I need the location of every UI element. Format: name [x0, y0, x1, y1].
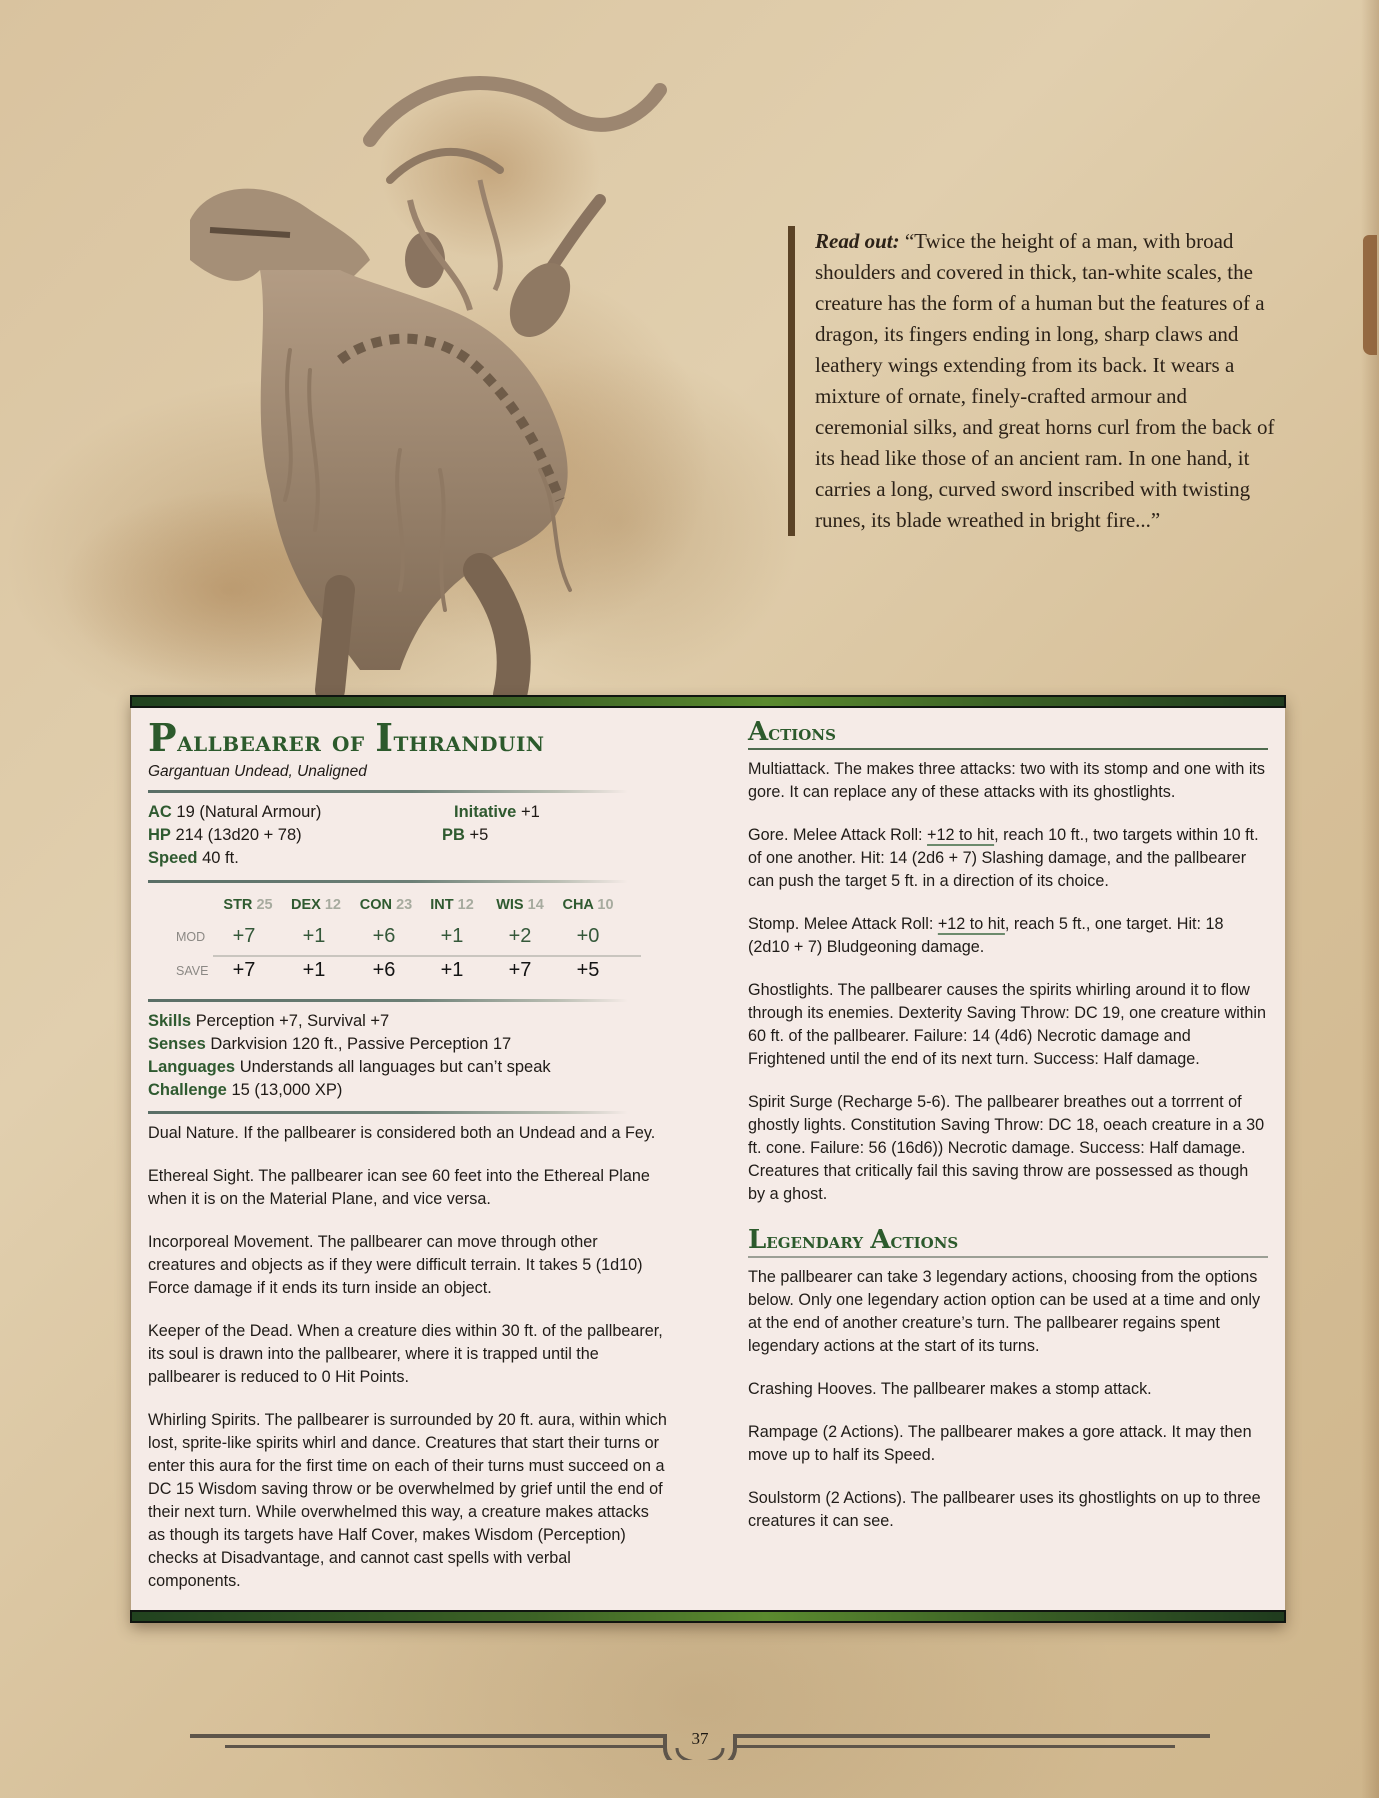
action-spirit-surge: Spirit Surge (Recharge 5-6). The pallbearer breathes out a torrrent of ghostly lights. Constitution Saving Throw: DC 18, oeach creature in a 30 ft. cone. Failure: 56 (16d6)) Necrotic damage. Success: Half damage. Creatures that critically fail this saving throw are possessed as though by a ghost.	[748, 1093, 1265, 1203]
creature-illustration	[40, 30, 760, 700]
ability-header-row	[148, 897, 668, 923]
action-ghostlights: Ghostlights. The pallbearer causes the spirits whirling around it to flow through its enemies. Dexterity Saving Throw: DC 19, one creature within 60 ft. of the pallbearer. Failure: 14 (4d6) Necrotic damage and Frightened until the end of its next turn. Success: Half damage.	[748, 981, 1266, 1068]
int-save: +1	[440, 959, 464, 981]
ability-wis: WIS 14	[496, 897, 544, 913]
dex-mod: +1	[302, 925, 326, 947]
stat-block-top-bar	[130, 695, 1286, 708]
wis-save: +7	[508, 959, 532, 981]
ability-str: STR 25	[223, 897, 273, 913]
ability-row-divider	[213, 955, 641, 957]
int-mod: +1	[440, 925, 464, 947]
save-label: SAVE	[176, 964, 209, 978]
action-multiattack: Multiattack. The makes three attacks: two with its stomp and one with its gore. It can replace any of these attacks with its ghostlights.	[748, 760, 1266, 801]
cha-mod: +0	[576, 925, 600, 947]
trait-incorporeal-movement: Incorporeal Movement. The pallbearer can move through other creatures and objects as if they were difficult terrain. It takes 5 (1d10) Force damage if it ends its turn inside an object.	[148, 1233, 643, 1297]
trait-whirling-spirits: Whirling Spirits. The pallbearer is surrounded by 20 ft. aura, within which lost, sprite-like spirits whirl and dance. Creatures that start their turns or enter this aura for the first time on each of their turns must succeed on a DC 15 Wisdom saving throw or be overwhelmed by grief until the end of their next turn. While overwhelmed this way, a creature makes attacks as though its targets have Half Cover, makes Wisdom (Perception) checks at Disadvantage, and cannot cast spells with verbal components.	[148, 1411, 667, 1590]
challenge: Challenge 15 (13,000 XP)	[148, 1081, 343, 1099]
str-mod: +7	[232, 925, 256, 947]
trait-keeper-of-the-dead: Keeper of the Dead. When a creature dies within 30 ft. of the pallbearer, its soul is drawn into the pallbearer, where it is trapped until the pallbearer is reduced to 0 Hit Points.	[148, 1322, 663, 1386]
divider	[148, 1111, 628, 1114]
ability-con: CON 23	[359, 897, 413, 913]
page-edge-stain	[1363, 235, 1377, 355]
proficiency-bonus: PB +5	[442, 826, 489, 844]
stat-block	[131, 696, 1285, 1622]
con-mod: +6	[372, 925, 396, 947]
stomp-to-hit: +12 to hit	[937, 915, 1005, 933]
read-out-label: Read out:	[815, 229, 900, 253]
wis-mod: +2	[508, 925, 532, 947]
cha-save: +5	[576, 959, 600, 981]
monster-type: Gargantuan Undead, Unaligned	[148, 763, 367, 780]
action-gore: Gore. Melee Attack Roll: +12 to hit, reach 10 ft., two targets within 10 ft. of one another. Hit: 14 (2d6 + 7) Slashing damage, and the pallbearer can push the target 5 ft. in a direction of its choice.	[748, 826, 1259, 890]
skills: Skills Perception +7, Survival +7	[148, 1012, 390, 1030]
languages: Languages Understands all languages but can’t speak	[148, 1058, 551, 1076]
divider	[148, 880, 628, 883]
ability-scores-table	[148, 891, 668, 993]
trait-ethereal-sight: Ethereal Sight. The pallbearer ican see 60 feet into the Ethereal Plane when it is on the Material Plane, and vice versa.	[148, 1167, 650, 1208]
stat-block-left-column	[148, 715, 668, 1613]
legendary-soulstorm: Soulstorm (2 Actions). The pallbearer uses its ghostlights on up to three creatures it can see.	[748, 1489, 1261, 1530]
ability-dex: DEX 12	[291, 897, 341, 913]
ability-save-row	[148, 959, 668, 985]
gore-to-hit: +12 to hit	[927, 826, 995, 844]
str-save: +7	[232, 959, 256, 981]
legendary-actions-heading: Legendary Actions	[748, 1226, 1268, 1258]
initiative: Initative +1	[454, 803, 540, 821]
divider	[148, 790, 628, 793]
divider	[148, 999, 628, 1002]
actions-heading: Actions	[748, 718, 1268, 750]
ability-mod-row	[148, 925, 668, 951]
mod-label: MOD	[176, 930, 206, 944]
trait-dual-nature: Dual Nature. If the pallbearer is considered both an Undead and a Fey.	[148, 1124, 656, 1142]
legendary-rampage: Rampage (2 Actions). The pallbearer makes a gore attack. It may then move up to half its Speed.	[748, 1423, 1252, 1464]
ability-cha: CHA 10	[562, 897, 614, 913]
undead-horse-icon	[40, 30, 760, 700]
read-out-box	[788, 226, 1278, 536]
legendary-intro: The pallbearer can take 3 legendary actions, choosing from the options below. Only one legendary action option can be used at a time and only at the end of another creature’s turn. The pallbearer regains spent legendary actions at the start of its turns.	[748, 1268, 1261, 1355]
page-footer	[180, 1700, 1220, 1760]
armor-class: AC 19 (Natural Armour)	[148, 803, 322, 821]
ability-int: INT 12	[430, 897, 474, 913]
page-number: 37	[691, 1729, 709, 1748]
basic-stats	[148, 801, 668, 871]
monster-name: Pallbearer of Ithranduin	[148, 715, 545, 760]
action-stomp: Stomp. Melee Attack Roll: +12 to hit, reach 5 ft., one target. Hit: 18 (2d10 + 7) Bludgeoning damage.	[748, 915, 1224, 956]
read-out-text: “Twice the height of a man, with broad shoulders and covered in thick, tan-white scales, the creature has the form of a human but the features of a dragon, its fingers ending in long, sharp claws and leathery wings extending from its back. It wears a mixture of ornate, finely-crafted armour and ceremonial silks, and great horns curl from the back of its head like those of an ancient ram. In one hand, it carries a long, curved sword inscribed with twisting runes, its blade wreathed in bright fire...”	[815, 229, 1275, 532]
stat-block-right-column	[748, 718, 1268, 1553]
legendary-crashing-hooves: Crashing Hooves. The pallbearer makes a stomp attack.	[748, 1380, 1152, 1398]
dex-save: +1	[302, 959, 326, 981]
speed: Speed 40 ft.	[148, 849, 239, 867]
hit-points: HP 214 (13d20 + 78)	[148, 826, 302, 844]
senses: Senses Darkvision 120 ft., Passive Perception 17	[148, 1035, 512, 1053]
con-save: +6	[372, 959, 396, 981]
